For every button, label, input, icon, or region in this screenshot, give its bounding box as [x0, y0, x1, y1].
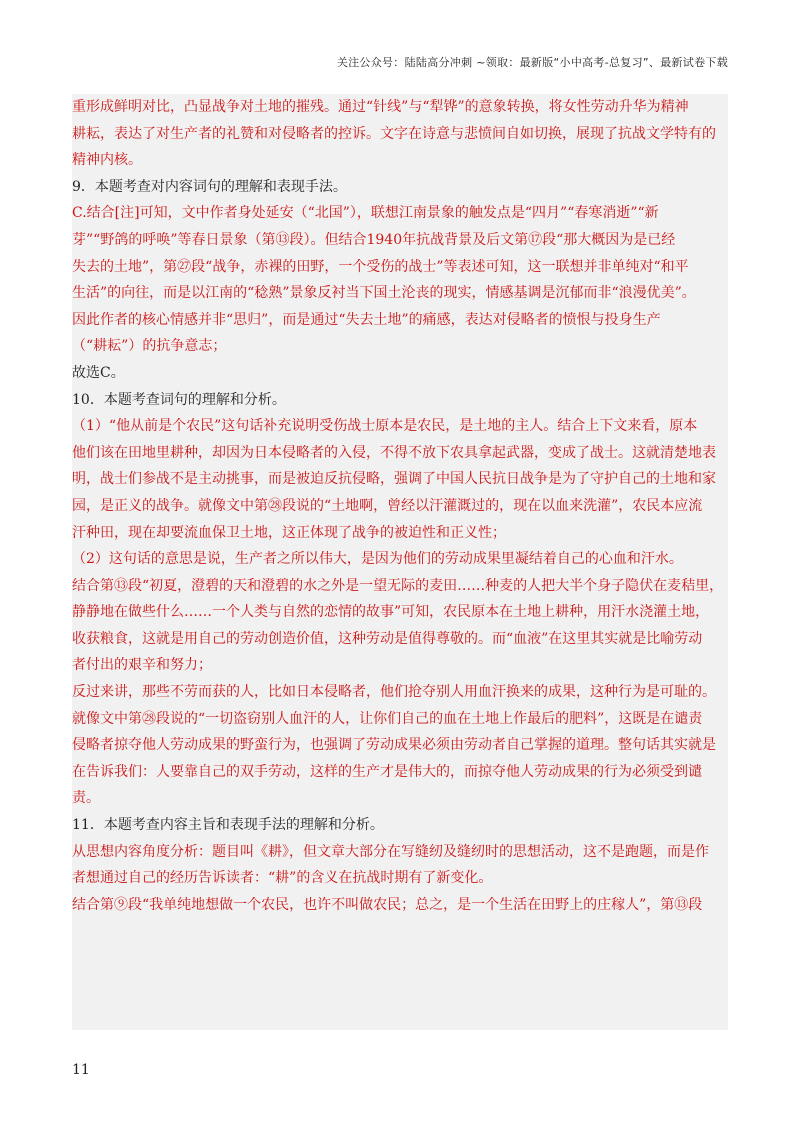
text-line: 园，是正义的战争。就像文中第㉘段说的“土地啊，曾经以汗灌溉过的，现在以血来洗灌”，农民本应流 — [72, 497, 703, 514]
text-line: 从思想内容角度分析：题目叫《耕》，但文章大部分在写缝纫及缝纫时的思想活动，这不是跑题，而是作 — [72, 843, 709, 860]
answer-content — [72, 94, 728, 1030]
text-line: 侵略者掠夺他人劳动成果的野蛮行为，也强调了劳动成果必须由劳动者自己掌握的道理。整句话其实就是 — [72, 737, 716, 754]
text-line: （1）“他从前是个农民”这句话补充说明受伤战士原本是农民，是土地的主人。结合上下文来看，原本 — [72, 418, 698, 435]
text-line: 明，战士们参战不是主动挑事，而是被迫反抗侵略，强调了中国人民抗日战争是为了守护自己的土地和家 — [72, 471, 716, 488]
text-line: 结合第⑨段“我单纯地想做一个农民，也许不叫做农民；总之，是一个生活在田野上的庄稼人”，第⑬段 — [72, 896, 703, 913]
text-line: 结合第⑬段“初夏，澄碧的天和澄碧的水之外是一望无际的麦田……种麦的人把大半个身子隐伏在麦秸里， — [72, 577, 724, 594]
text-line: 汗种田，现在却要流血保卫土地，这正体现了战争的被迫性和正义性； — [72, 524, 506, 541]
text-line: 者付出的艰辛和努力； — [72, 657, 212, 674]
text-line: C.结合[注]可知，文中作者身处延安（“北国”），联想江南景象的触发点是“四月”“春寒消逝”“新 — [72, 205, 659, 222]
text-line: 故选C。 — [72, 364, 125, 381]
text-line: 在告诉我们：人要靠自己的双手劳动，这样的生产才是伟大的，而掠夺他人劳动成果的行为必须受到谴责。 — [72, 763, 702, 807]
page-header: 关注公众号：陆陆高分冲刺 ~领取：最新版“小中高考-总复习”、最新试卷下载 — [336, 56, 728, 69]
text-line: 重形成鲜明对比，凸显战争对土地的摧残。通过“针线”与“犁铧”的意象转换，将女性劳动升华为精神 — [72, 99, 689, 115]
text-line: 9．本题考查对内容词句的理解和表现手法。 — [72, 178, 347, 195]
text-line: 耕耘，表达了对生产者的礼赞和对侵略者的控诉。文字在诗意与悲愤间自如切换，展现了抗战文学特有的 — [72, 125, 716, 142]
text-line: 因此作者的核心情感并非“思归”，而是通过“失去土地”的痛感，表达对侵略者的愤恨与投身生产 — [72, 311, 661, 328]
text-line: 收获粮食，这就是用自己的劳动创造价值，这种劳动是值得尊敬的。而“血液”在这里其实就是比喻劳动 — [72, 630, 703, 647]
text-line: 他们该在田地里耕种，却因为日本侵略者的入侵，不得不放下农具拿起武器，变成了战士。这就清楚地表 — [72, 444, 716, 461]
page-number: 11 — [72, 1062, 90, 1078]
text-line: （2）这句话的意思是说，生产者之所以伟大，是因为他们的劳动成果里凝结着自己的心血和汗水。 — [72, 551, 683, 568]
text-line: 静静地在做些什么……一个人类与自然的恋情的故事”可知，农民原本在土地上耕种，用汗水浇灌土地， — [72, 604, 710, 621]
text-line: 10．本题考查词句的理解和分析。 — [72, 391, 286, 408]
text-line: 11．本题考查内容主旨和表现手法的理解和分析。 — [72, 817, 384, 834]
text-line: 者想通过自己的经历告诉读者：“耕”的含义在抗战时期有了新变化。 — [72, 870, 493, 887]
text-line: 反过来讲，那些不劳而获的人，比如日本侵略者，他们抢夺别人用血汗换来的成果，这种行为是可耻的。 — [72, 684, 716, 701]
text-line: 生活”的向往，而是以江南的“稔熟”景象反衬当下国土沦丧的现实，情感基调是沉郁而非“浪漫优美”。 — [72, 285, 696, 302]
text-line: 失去的土地”，第㉗段“战争，赤裸的田野，一个受伤的战士”等表述可知，这一联想并非单纯对“和平 — [72, 258, 689, 275]
text-line: 精神内核。 — [72, 152, 142, 169]
text-line: 就像文中第㉘段说的“一切盗窃别人血汗的人，让你们自己的血在土地上作最后的肥料”，这既是在谴责 — [72, 710, 703, 727]
text-line: （“耕耘”）的抗争意志； — [72, 338, 227, 355]
text-line: 芽”“野鸽的呼唤”等春日景象（第⑬段）。但结合1940年抗战背景及后文第⑰段“那大概因为是已经 — [72, 231, 676, 248]
